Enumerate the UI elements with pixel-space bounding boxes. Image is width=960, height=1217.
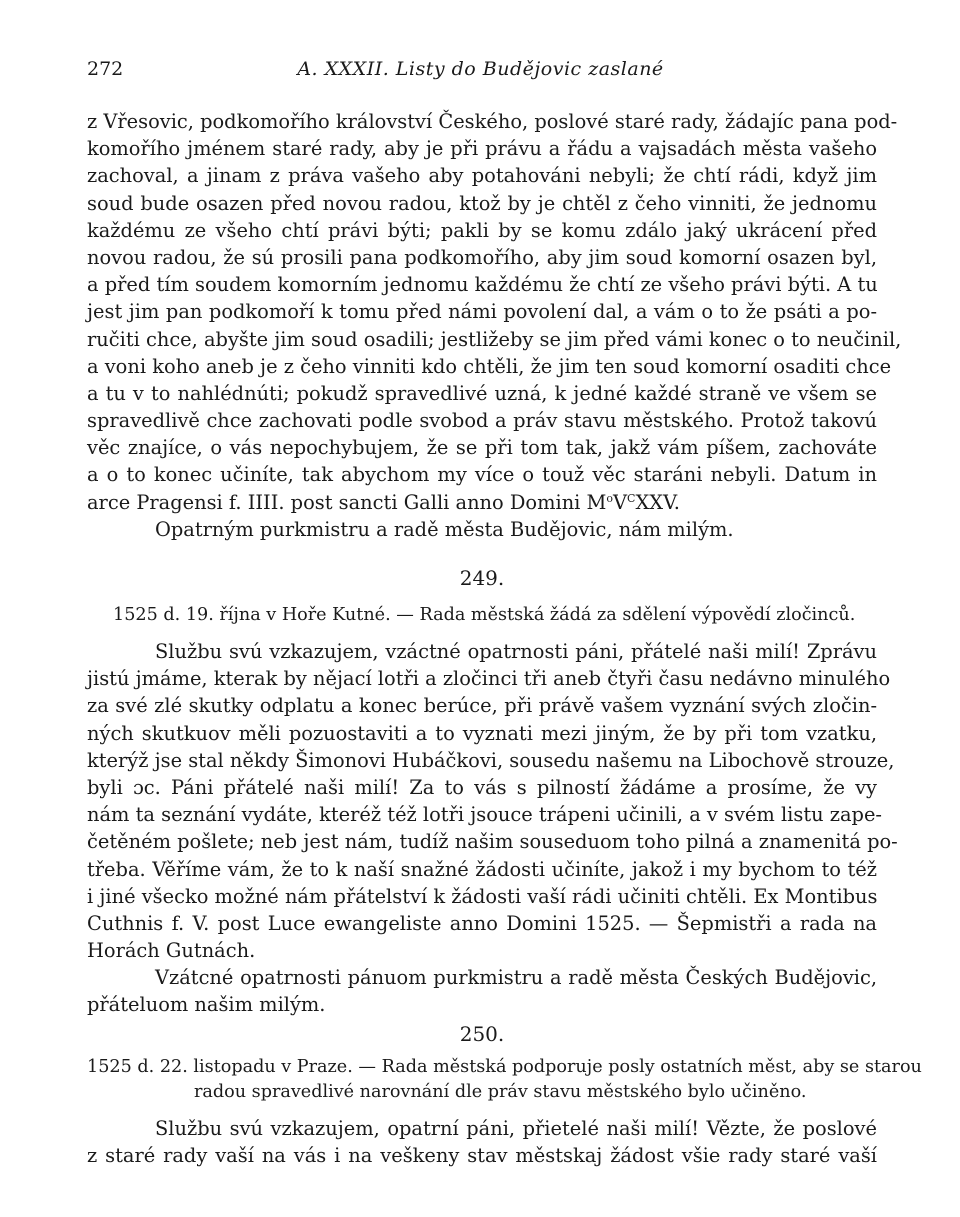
text-line: věc znajíce, o vás nepochybujem, že se při tom tak, jakž vám píšem, zachováte: [87, 436, 877, 460]
document-regest: 1525 d. 22. listopadu v Praze. — Rada městská podporuje posly ostatních měst, aby se starou: [87, 1056, 922, 1077]
document-250: [87, 1019, 922, 1169]
text-line: Cuthnis f. V. post Luce ewangeliste anno Domini 1525. — Šepmistři a rada na: [87, 911, 877, 935]
letter-address: přáteluom našim milým.: [87, 993, 326, 1017]
text-line: Službu svú vzkazujem, vzáctné opatrnosti páni, přátelé naši milí! Zprávu: [155, 640, 877, 663]
text-line: četěném pošlete; neb jest nám, tudíž našim souseduom toho pilná a znamenitá po-: [87, 830, 898, 854]
document-number: 249.: [459, 566, 505, 590]
text-line: třeba. Věříme vám, že to k naší snažné žádosti učiníte, jakož i my bychom to též: [87, 857, 877, 881]
document-249: [87, 543, 898, 1019]
text-line: jistú jmáme, kterak by nějací lotři a zločinci tři aneb čtyři času nedávno minulého: [87, 667, 891, 691]
text-line: byli ɔc. Páni přátelé naši milí! Za to vás s pilností žádáme a prosíme, že vy: [87, 775, 877, 799]
text-line: nám ta seznání vydáte, kteréž též lotři jsouce trápeni učinili, a v svém listu zape-: [87, 803, 882, 827]
text-line: spravedlivě chce zachovati podle svobod a práv stavu městského. Protož takovú: [87, 409, 877, 433]
text-line: ných skutkuov měli pozuostaviti a to vyznati mezi jiným, že by při tom vzatku,: [87, 721, 877, 745]
letter-address: Opatrným purkmistru a radě města Budějovic, nám milým.: [155, 517, 734, 541]
document-regest: radou spravedlivé narovnání dle práv stavu městského bylo učiněno.: [194, 1081, 807, 1102]
text-line: každému ze všeho chtí právi býti; pakli by se komu zdálo jaký ukrácení před: [87, 218, 877, 242]
text-line: a voni koho aneb je z čeho vinniti kdo chtěli, že jim ten soud komorní osaditi chce: [87, 354, 892, 378]
document-number: 250.: [459, 1021, 505, 1046]
text-line: za své zlé skutky odplatu a konec berúce, při právě vašem vyznání svých zločin-: [87, 694, 877, 718]
text-line: i jiné všecko možné nám přátelství k žádosti vaší rádi učiniti chtěli. Ex Montibus: [87, 884, 878, 908]
text-line: z staré rady vaší na vás i na veškeny stav městskaj žádost všie rady staré vaší: [87, 1143, 877, 1167]
page-header: [87, 58, 874, 88]
document-regest: 1525 d. 19. října v Hoře Kutné. — Rada městská žádá za sdělení výpovědí zločinců.: [113, 605, 856, 625]
datum-superscript: o: [606, 491, 614, 505]
text-line: Službu svú vzkazujem, opatrní páni, přietelé naši milí! Vězte, že poslové: [155, 1116, 877, 1140]
datum-line: [87, 489, 877, 516]
datum-text: V: [613, 490, 628, 514]
text-line: kterýž jse stal někdy Šimonovi Hubáčkovi, sousedu našemu na Libochově strouze,: [87, 748, 895, 772]
continued-letter: [87, 108, 902, 543]
text-line: a tu v to nahlédnúti; pokudž spravedlivé uzná, k jedné každé straně ve všem se: [87, 381, 877, 405]
datum-text: XXV.: [635, 490, 680, 514]
text-line: z Vřesovic, podkomořího království Českého, poslové staré rady, žádajíc pana pod-: [87, 110, 898, 133]
text-line: a o to konec učiníte, tak abychom my více o touž věc staráni nebyli. Datum in: [87, 463, 877, 487]
running-title: A. XXXII. Listy do Budějovic zaslané: [297, 58, 664, 80]
datum-text: arce Pragensi f. IIII. post sancti Galli anno Domini M: [87, 490, 607, 514]
datum-superscript: C: [627, 491, 636, 505]
page-body: [87, 108, 922, 1169]
text-line: zachoval, a jinam z práva vašeho aby potahováni nebyli; že chtí rádi, když jim: [87, 164, 877, 188]
text-line: novou radou, že sú prosili pana podkomořího, aby jim soud komorní osazen byl,: [87, 245, 877, 269]
text-line: ručiti chce, abyšte jim soud osadili; jestližeby se jim před vámi konec o to neučinil,: [87, 327, 902, 351]
text-line: a před tím soudem komorním jednomu každému že chtí ze všeho právi býti. A tu: [87, 273, 878, 297]
text-line: soud bude osazen před novou radou, ktož by je chtěl z čeho vinniti, že jednomu: [87, 191, 877, 215]
letter-address: Vzátcné opatrnosti pánuom purkmistru a radě města Českých Budějovic,: [155, 966, 877, 990]
text-line: komořího jménem staré rady, aby je při právu a řádu a vajsadách města vašeho: [87, 137, 877, 161]
page-number: 272: [87, 58, 124, 80]
text-line: Horách Gutnách.: [87, 939, 256, 963]
text-line: jest jim pan podkomoří k tomu před námi povolení dal, a vám o to že psáti a po-: [87, 300, 877, 324]
